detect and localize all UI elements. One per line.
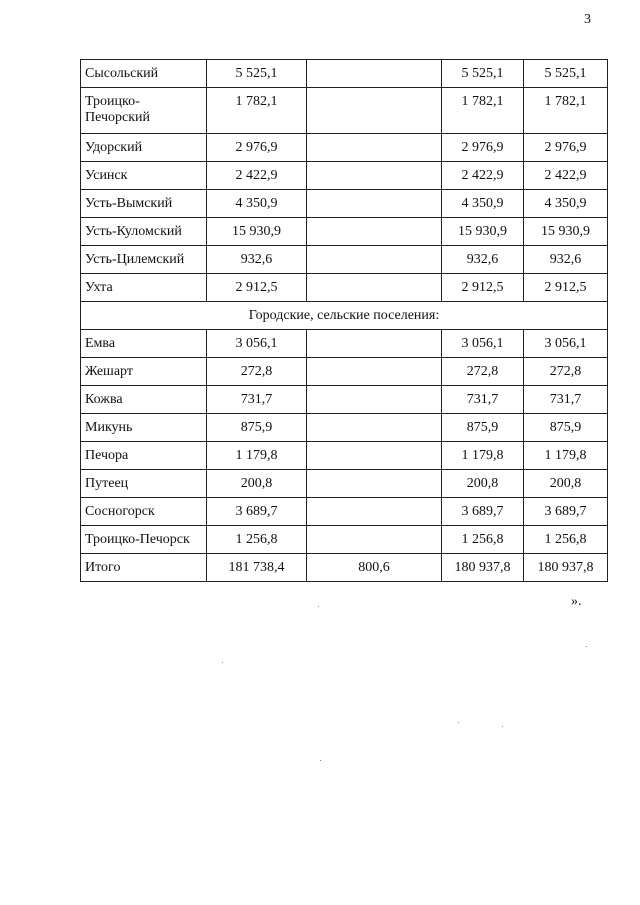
cell-value: 2 912,5	[442, 274, 524, 302]
table-row	[81, 414, 608, 442]
scan-speck	[586, 646, 587, 647]
cell-value: 1 179,8	[524, 442, 608, 470]
table-row	[81, 218, 608, 246]
total-value: 180 937,8	[442, 554, 524, 582]
cell-value: 731,7	[442, 386, 524, 414]
cell-value: 272,8	[442, 358, 524, 386]
cell-value	[307, 414, 442, 442]
cell-value: 875,9	[524, 414, 608, 442]
row-name: Емва	[81, 330, 207, 358]
row-name: Печора	[81, 442, 207, 470]
cell-value: 932,6	[207, 246, 307, 274]
cell-value	[307, 526, 442, 554]
total-label: Итого	[81, 554, 207, 582]
cell-value: 1 179,8	[207, 442, 307, 470]
cell-value: 272,8	[207, 358, 307, 386]
cell-value: 2 976,9	[207, 134, 307, 162]
cell-value: 1 256,8	[207, 526, 307, 554]
table-row	[81, 526, 608, 554]
cell-value	[307, 330, 442, 358]
scan-speck	[320, 760, 321, 761]
cell-value: 3 689,7	[524, 498, 608, 526]
cell-value: 272,8	[524, 358, 608, 386]
cell-value: 2 422,9	[524, 162, 608, 190]
cell-value: 2 976,9	[524, 134, 608, 162]
table-row	[81, 274, 608, 302]
cell-value: 200,8	[524, 470, 608, 498]
cell-value	[307, 190, 442, 218]
row-name	[81, 88, 207, 134]
cell-value: 1 256,8	[524, 526, 608, 554]
cell-value	[307, 442, 442, 470]
cell-value: 2 422,9	[207, 162, 307, 190]
table-row	[81, 134, 608, 162]
cell-value: 875,9	[442, 414, 524, 442]
cell-value: 2 912,5	[524, 274, 608, 302]
cell-value: 15 930,9	[442, 218, 524, 246]
cell-value	[307, 246, 442, 274]
total-row	[81, 554, 608, 582]
cell-value: 4 350,9	[524, 190, 608, 218]
table-row	[81, 498, 608, 526]
row-name: Сосногорск	[81, 498, 207, 526]
cell-value: 731,7	[207, 386, 307, 414]
cell-value: 3 056,1	[524, 330, 608, 358]
scan-speck	[502, 726, 503, 727]
cell-value	[307, 60, 442, 88]
cell-value: 5 525,1	[524, 60, 608, 88]
cell-value: 1 782,1	[207, 88, 307, 134]
row-name-line: Троицко- Печорский	[85, 94, 151, 125]
budget-table	[80, 59, 608, 582]
cell-value: 2 912,5	[207, 274, 307, 302]
row-name: Усть-Цилемский	[81, 246, 207, 274]
cell-value	[307, 358, 442, 386]
cell-value: 1 782,1	[442, 88, 524, 134]
cell-value: 200,8	[442, 470, 524, 498]
row-name: Удорский	[81, 134, 207, 162]
row-name: Усинск	[81, 162, 207, 190]
cell-value	[307, 386, 442, 414]
page-number: 3	[584, 12, 591, 27]
cell-value: 2 976,9	[442, 134, 524, 162]
cell-value: 731,7	[524, 386, 608, 414]
table-row	[81, 88, 608, 134]
table-row	[81, 190, 608, 218]
cell-value	[307, 134, 442, 162]
total-value: 181 738,4	[207, 554, 307, 582]
scan-speck	[318, 606, 319, 607]
row-name: Усть-Куломский	[81, 218, 207, 246]
total-value: 800,6	[307, 554, 442, 582]
cell-value	[307, 498, 442, 526]
scan-speck	[458, 722, 459, 723]
cell-value: 2 422,9	[442, 162, 524, 190]
row-name: Жешарт	[81, 358, 207, 386]
cell-value	[307, 88, 442, 134]
section-header-row	[81, 302, 608, 330]
row-name: Путеец	[81, 470, 207, 498]
cell-value: 1 782,1	[524, 88, 608, 134]
cell-value: 932,6	[524, 246, 608, 274]
cell-value: 3 056,1	[442, 330, 524, 358]
cell-value	[307, 470, 442, 498]
table-row	[81, 60, 608, 88]
row-name: Сысольский	[81, 60, 207, 88]
table-row	[81, 386, 608, 414]
cell-value	[307, 218, 442, 246]
table-row	[81, 470, 608, 498]
cell-value: 4 350,9	[207, 190, 307, 218]
cell-value: 1 256,8	[442, 526, 524, 554]
table-row	[81, 246, 608, 274]
cell-value: 4 350,9	[442, 190, 524, 218]
cell-value: 932,6	[442, 246, 524, 274]
row-name: Ухта	[81, 274, 207, 302]
table-row	[81, 442, 608, 470]
table-row	[81, 330, 608, 358]
total-value: 180 937,8	[524, 554, 608, 582]
closing-quote: ».	[571, 594, 582, 609]
cell-value: 875,9	[207, 414, 307, 442]
scan-speck	[222, 662, 223, 663]
cell-value: 15 930,9	[524, 218, 608, 246]
table-row	[81, 162, 608, 190]
cell-value: 5 525,1	[207, 60, 307, 88]
cell-value: 5 525,1	[442, 60, 524, 88]
cell-value: 3 689,7	[442, 498, 524, 526]
row-name: Кожва	[81, 386, 207, 414]
row-name: Микунь	[81, 414, 207, 442]
cell-value: 15 930,9	[207, 218, 307, 246]
section-title: Городские, сельские поселения:	[81, 302, 608, 330]
row-name: Усть-Вымский	[81, 190, 207, 218]
table-row	[81, 358, 608, 386]
cell-value	[307, 274, 442, 302]
cell-value: 200,8	[207, 470, 307, 498]
row-name: Троицко-Печорск	[81, 526, 207, 554]
cell-value	[307, 162, 442, 190]
cell-value: 3 056,1	[207, 330, 307, 358]
cell-value: 3 689,7	[207, 498, 307, 526]
cell-value: 1 179,8	[442, 442, 524, 470]
